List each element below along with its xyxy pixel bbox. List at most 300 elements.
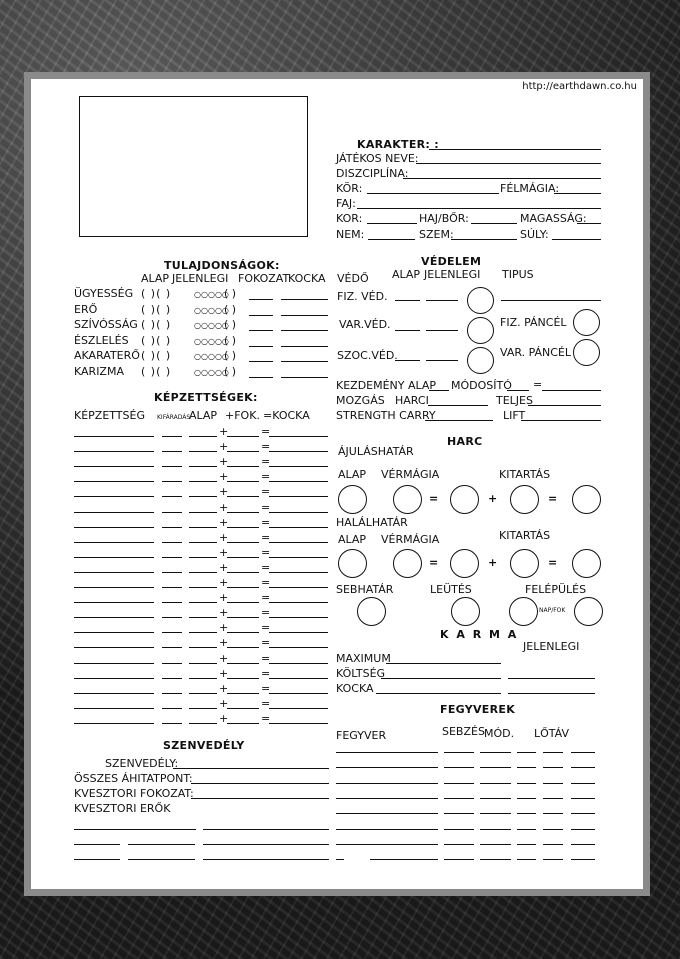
weapon-range-line-2[interactable] — [543, 844, 563, 845]
skill-strain-line[interactable] — [162, 542, 182, 543]
sex-label: NEM: — [336, 228, 365, 241]
attribute-step-bracket: ( ) — [224, 287, 237, 300]
knockdown-label: LEÜTÉS — [430, 583, 472, 596]
skill-die-line[interactable] — [269, 451, 328, 452]
weapon-damage-line[interactable] — [444, 798, 474, 799]
devotion-line[interactable] — [191, 783, 329, 784]
skill-die-line[interactable] — [269, 542, 328, 543]
weapon-range-line-3[interactable] — [571, 767, 595, 768]
unconscious-base-circle[interactable] — [338, 485, 367, 514]
weapon-mod-line[interactable] — [480, 767, 511, 768]
spell-defense-current[interactable] — [426, 330, 458, 331]
weapons-header-mod: MÓD. — [484, 727, 515, 740]
weapon-damage-line[interactable] — [444, 752, 474, 753]
weapon-range-line-3[interactable] — [571, 798, 595, 799]
death-base-circle[interactable] — [338, 549, 367, 578]
circle-line[interactable] — [367, 193, 499, 194]
skill-rank-line[interactable] — [227, 466, 259, 467]
skill-name-line[interactable] — [74, 678, 154, 679]
skill-strain-line[interactable] — [162, 678, 182, 679]
weapon-range-line-2[interactable] — [543, 798, 563, 799]
skill-eq: = — [261, 606, 271, 620]
eyes-line[interactable] — [451, 239, 517, 240]
skill-strain-line[interactable] — [162, 647, 182, 648]
defense-header-type: TIPUS — [502, 268, 534, 281]
attribute-die-line[interactable] — [281, 361, 328, 362]
social-defense-current[interactable] — [426, 360, 458, 361]
skills-header-base: ALAP — [189, 409, 218, 422]
questor-power-line[interactable] — [74, 844, 120, 845]
skill-strain-line[interactable] — [162, 466, 182, 467]
movement-combat-label: HARCI — [395, 394, 429, 407]
skill-name-line[interactable] — [74, 572, 154, 573]
skill-die-line[interactable] — [269, 512, 328, 513]
attribute-brackets: ( )( ) — [141, 333, 172, 347]
skill-base-line[interactable] — [189, 466, 217, 467]
skill-name-line[interactable] — [74, 617, 154, 618]
skill-base-line[interactable] — [189, 723, 217, 724]
weapon-name-line[interactable] — [336, 859, 344, 860]
skill-strain-line[interactable] — [162, 617, 182, 618]
weapon-range-line-2[interactable] — [543, 829, 563, 830]
attribute-step-line[interactable] — [249, 377, 273, 378]
race-line[interactable] — [357, 208, 601, 209]
physical-defense-current[interactable] — [426, 300, 458, 301]
skill-plus: + — [219, 440, 229, 454]
initiative-modifier-line[interactable] — [507, 390, 529, 391]
skill-die-line[interactable] — [269, 678, 328, 679]
age-line[interactable] — [367, 223, 417, 224]
skill-strain-line[interactable] — [162, 723, 182, 724]
skill-strain-line[interactable] — [162, 481, 182, 482]
questor-power-line[interactable] — [128, 844, 195, 845]
unconscious-label: ÁJULÁSHATÁR — [338, 445, 414, 458]
skill-base-line[interactable] — [189, 436, 217, 437]
height-line[interactable] — [577, 223, 601, 224]
questor-power-line[interactable] — [203, 829, 329, 830]
attribute-step-line[interactable] — [249, 315, 273, 316]
skill-plus: + — [219, 485, 229, 499]
skill-name-line[interactable] — [74, 647, 154, 648]
skill-die-line[interactable] — [269, 708, 328, 709]
portrait-box[interactable] — [79, 96, 308, 237]
social-defense-base[interactable] — [395, 360, 420, 361]
skill-base-line[interactable] — [189, 632, 217, 633]
attribute-step-line[interactable] — [249, 361, 273, 362]
skill-rank-line[interactable] — [227, 451, 259, 452]
skill-eq: = — [261, 425, 271, 438]
attribute-step-marks[interactable]: ○○○○○ — [194, 305, 229, 315]
attribute-label: SZÍVÓSSÁG — [74, 318, 138, 331]
skill-strain-line[interactable] — [162, 663, 182, 664]
skill-name-line[interactable] — [74, 512, 154, 513]
skill-name-line[interactable] — [74, 663, 154, 664]
skill-die-line[interactable] — [269, 572, 328, 573]
weapon-range-line-1[interactable] — [517, 829, 536, 830]
skill-rank-line[interactable] — [227, 436, 259, 437]
skill-name-line[interactable] — [74, 481, 154, 482]
skill-die-line[interactable] — [269, 481, 328, 482]
karma-die-line[interactable] — [376, 693, 501, 694]
skill-name-line[interactable] — [74, 527, 154, 528]
weapon-range-line-1[interactable] — [517, 752, 536, 753]
attribute-label: ERŐ — [74, 302, 98, 316]
unconscious-base-label: ALAP — [338, 468, 367, 481]
weapon-damage-line[interactable] — [444, 844, 474, 845]
skill-die-line[interactable] — [269, 617, 328, 618]
skill-base-line[interactable] — [189, 557, 217, 558]
armor-type-line[interactable] — [501, 300, 601, 301]
carry-label: STRENGTH CARRY — [336, 409, 436, 422]
skill-name-line[interactable] — [74, 542, 154, 543]
skill-base-line[interactable] — [189, 572, 217, 573]
weapon-name-line[interactable] — [370, 859, 438, 860]
attribute-step-line[interactable] — [249, 299, 273, 300]
weapon-range-line-3[interactable] — [571, 752, 595, 753]
skill-name-line[interactable] — [74, 451, 154, 452]
skill-eq: = — [261, 711, 271, 725]
death-durability-circle[interactable] — [510, 549, 539, 578]
mystic-armor-circle[interactable] — [573, 339, 600, 366]
carry-line[interactable] — [425, 420, 493, 421]
weapon-mod-line[interactable] — [480, 752, 511, 753]
skill-die-line[interactable] — [269, 587, 328, 588]
skill-plus: + — [219, 696, 229, 710]
skill-base-line[interactable] — [189, 587, 217, 588]
skill-die-line[interactable] — [269, 527, 328, 528]
skills-header-die: =KOCKA — [263, 409, 310, 422]
weapon-mod-line[interactable] — [480, 829, 511, 830]
skill-die-line[interactable] — [269, 723, 328, 724]
skill-name-line[interactable] — [74, 708, 154, 709]
karma-cost-line[interactable] — [381, 678, 501, 679]
skill-base-line[interactable] — [189, 647, 217, 648]
karma-die-label: KOCKA — [336, 682, 374, 695]
skill-die-line[interactable] — [269, 557, 328, 558]
skill-die-line[interactable] — [269, 693, 328, 694]
initiative-modifier-label: MÓDOSÍTÓ — [451, 379, 512, 392]
weapon-range-line-3[interactable] — [571, 859, 595, 860]
weapon-name-line[interactable] — [336, 752, 438, 753]
skill-rank-line[interactable] — [227, 557, 259, 558]
weapon-range-line-3[interactable] — [571, 829, 595, 830]
attribute-step-marks[interactable]: ○○○○○ — [194, 321, 229, 330]
unconscious-blood-circle[interactable] — [393, 485, 422, 514]
attribute-die-line[interactable] — [281, 330, 328, 331]
sex-line[interactable] — [368, 239, 415, 240]
skill-rank-line[interactable] — [227, 512, 259, 513]
attribute-label: ÜGYESSÉG — [74, 287, 134, 300]
attribute-die-line[interactable] — [281, 346, 328, 347]
movement-full-line[interactable] — [528, 405, 601, 406]
skill-rank-line[interactable] — [227, 542, 259, 543]
skill-strain-line[interactable] — [162, 451, 182, 452]
initiative-base-line[interactable] — [429, 390, 449, 391]
karma-maximum-label: MAXIMUM — [336, 652, 391, 665]
skill-strain-line[interactable] — [162, 587, 182, 588]
skill-rank-line[interactable] — [227, 617, 259, 618]
questor-rank-line[interactable] — [191, 798, 329, 799]
combat-title: HARC — [447, 435, 483, 448]
weapon-name-line[interactable] — [336, 813, 438, 814]
social-defense-label: SZOC.VÉD. — [337, 349, 398, 362]
skill-name-line[interactable] — [74, 436, 154, 437]
weapon-damage-line[interactable] — [444, 767, 474, 768]
skill-rank-line[interactable] — [227, 663, 259, 664]
skills-header-strain: KIFÁRADÁS — [157, 414, 191, 421]
unconscious-durability-circle[interactable] — [510, 485, 539, 514]
physical-defense-base[interactable] — [395, 300, 420, 301]
skill-plus: + — [219, 621, 229, 635]
discipline-line[interactable] — [403, 178, 601, 179]
questor-powers-label: KVESZTORI ERŐK — [74, 802, 171, 815]
weapon-name-line[interactable] — [336, 829, 438, 830]
attribute-step-bracket: ( ) — [224, 318, 237, 331]
height-label: MAGASSÁG: — [520, 212, 587, 225]
weapon-damage-line[interactable] — [444, 859, 474, 860]
skill-plus: + — [219, 651, 229, 665]
weapon-mod-line[interactable] — [480, 783, 511, 784]
skill-base-line[interactable] — [189, 451, 217, 452]
weapon-range-line-2[interactable] — [543, 752, 563, 753]
weapons-header-weapon: FEGYVER — [336, 729, 387, 742]
weapon-mod-line[interactable] — [480, 813, 511, 814]
skill-strain-line[interactable] — [162, 572, 182, 573]
questor-rank-label: KVESZTORI FOKOZAT: — [74, 787, 194, 800]
attribute-step-marks[interactable]: ○○○○○ — [194, 367, 229, 377]
skill-name-line[interactable] — [74, 632, 154, 633]
attribute-step-marks[interactable]: ○○○○○ — [194, 290, 229, 299]
skill-name-line[interactable] — [74, 693, 154, 694]
karma-current-line-1[interactable] — [508, 678, 595, 679]
skill-base-line[interactable] — [189, 708, 217, 709]
unconscious-total-circle[interactable] — [572, 485, 601, 514]
skill-eq: = — [261, 621, 271, 635]
weapons-header-range: LŐTÁV — [534, 727, 569, 740]
passion-title: SZENVEDÉLY — [163, 739, 245, 752]
attribute-step-bracket: ( ) — [224, 349, 237, 362]
circle-label: KÖR: — [336, 182, 363, 195]
weapon-damage-line[interactable] — [444, 829, 474, 830]
spell-defense-label: VAR.VÉD. — [339, 318, 391, 331]
skill-base-line[interactable] — [189, 693, 217, 694]
skill-strain-line[interactable] — [162, 693, 182, 694]
skill-rank-line[interactable] — [227, 481, 259, 482]
skill-plus: + — [219, 591, 229, 605]
skill-eq: = — [261, 576, 271, 589]
attribute-die-line[interactable] — [281, 377, 328, 378]
weapon-range-line-1[interactable] — [517, 844, 536, 845]
skill-strain-line[interactable] — [162, 527, 182, 528]
attribute-step-bracket: ( ) — [224, 302, 237, 316]
skill-eq: = — [261, 666, 271, 680]
attribute-step-marks[interactable]: ○○○○○ — [194, 336, 229, 346]
skill-eq: = — [261, 651, 271, 665]
initiative-total-line[interactable] — [542, 390, 601, 391]
knockdown-circle[interactable] — [451, 597, 480, 626]
skill-plus: + — [219, 636, 229, 650]
skill-die-line[interactable] — [269, 647, 328, 648]
skill-plus: + — [219, 560, 229, 574]
attribute-die-line[interactable] — [281, 315, 328, 316]
weapon-mod-line[interactable] — [480, 798, 511, 799]
skill-die-line[interactable] — [269, 602, 328, 603]
attr-header-die: KOCKA — [288, 272, 326, 285]
skill-plus: + — [219, 500, 229, 514]
questor-power-line[interactable] — [203, 844, 329, 845]
weapon-range-line-2[interactable] — [543, 859, 563, 860]
devotion-label: ÖSSZES ÁHITATPONT: — [74, 772, 193, 785]
recovery-rank-circle[interactable] — [574, 597, 603, 626]
initiative-eq: = — [533, 378, 543, 391]
weapon-range-line-3[interactable] — [571, 783, 595, 784]
attribute-label: ÉSZLELÉS — [74, 333, 129, 347]
skill-name-line[interactable] — [74, 602, 154, 603]
skill-base-line[interactable] — [189, 663, 217, 664]
attribute-step-line[interactable] — [249, 330, 273, 331]
skill-die-line[interactable] — [269, 466, 328, 467]
passion-line[interactable] — [173, 768, 329, 769]
karma-current-label: JELENLEGI — [523, 640, 580, 653]
death-total-circle[interactable] — [572, 549, 601, 578]
weapon-name-line[interactable] — [336, 798, 438, 799]
skill-rank-line[interactable] — [227, 678, 259, 679]
weapon-range-line-1[interactable] — [517, 813, 536, 814]
skill-rank-line[interactable] — [227, 708, 259, 709]
unconscious-sub-circle[interactable] — [450, 485, 479, 514]
death-sub-circle[interactable] — [450, 549, 479, 578]
skill-rank-line[interactable] — [227, 602, 259, 603]
skill-rank-line[interactable] — [227, 527, 259, 528]
weight-label: SÚLY: — [520, 228, 549, 241]
skill-rank-line[interactable] — [227, 587, 259, 588]
half-magic-line[interactable] — [554, 193, 601, 194]
skill-name-line[interactable] — [74, 587, 154, 588]
attribute-step-marks[interactable]: ○○○○○ — [194, 352, 229, 361]
attribute-brackets: ( )( ) — [141, 349, 172, 362]
skill-base-line[interactable] — [189, 602, 217, 603]
spell-defense-base[interactable] — [395, 330, 420, 331]
karma-maximum-line[interactable] — [386, 663, 501, 664]
recovery-circle[interactable] — [509, 597, 538, 626]
skill-base-line[interactable] — [189, 512, 217, 513]
skill-base-line[interactable] — [189, 678, 217, 679]
skill-name-line[interactable] — [74, 466, 154, 467]
weapon-name-line[interactable] — [336, 767, 438, 768]
skill-die-line[interactable] — [269, 436, 328, 437]
skill-rank-line[interactable] — [227, 723, 259, 724]
social-defense-circle[interactable] — [467, 347, 494, 374]
questor-power-line[interactable] — [74, 859, 120, 860]
skill-name-line[interactable] — [74, 496, 154, 497]
unconscious-blood-label: VÉRMÁGIA — [381, 468, 440, 481]
weapon-range-line-1[interactable] — [517, 767, 536, 768]
skill-rank-line[interactable] — [227, 572, 259, 573]
weapon-range-line-1[interactable] — [517, 783, 536, 784]
skill-base-line[interactable] — [189, 481, 217, 482]
skill-name-line[interactable] — [74, 723, 154, 724]
lift-line[interactable] — [521, 420, 601, 421]
wound-circle[interactable] — [357, 597, 386, 626]
skill-die-line[interactable] — [269, 496, 328, 497]
skill-strain-line[interactable] — [162, 557, 182, 558]
weapon-range-line-2[interactable] — [543, 783, 563, 784]
skill-strain-line[interactable] — [162, 436, 182, 437]
skill-rank-line[interactable] — [227, 693, 259, 694]
site-url[interactable]: http://earthdawn.co.hu — [522, 81, 637, 92]
attribute-step-line[interactable] — [249, 346, 273, 347]
skill-strain-line[interactable] — [162, 512, 182, 513]
weight-line[interactable] — [552, 239, 601, 240]
questor-power-line[interactable] — [203, 859, 329, 860]
skill-base-line[interactable] — [189, 542, 217, 543]
per-day-label: NAP/FOK — [539, 607, 566, 614]
skill-rank-line[interactable] — [227, 632, 259, 633]
movement-combat-line[interactable] — [428, 405, 488, 406]
attribute-brackets: ( )( ) — [141, 287, 172, 300]
weapon-range-line-3[interactable] — [571, 813, 595, 814]
skill-rank-line[interactable] — [227, 647, 259, 648]
physical-defense-circle[interactable] — [467, 287, 494, 314]
weapon-mod-line[interactable] — [480, 844, 511, 845]
weapon-range-line-1[interactable] — [517, 859, 536, 860]
skill-base-line[interactable] — [189, 527, 217, 528]
skill-strain-line[interactable] — [162, 708, 182, 709]
weapons-header-damage: SEBZÉS — [442, 725, 485, 738]
player-line[interactable] — [416, 163, 601, 164]
physical-armor-circle[interactable] — [573, 309, 600, 336]
weapon-damage-line[interactable] — [444, 813, 474, 814]
weapon-mod-line[interactable] — [480, 859, 511, 860]
hair-skin-line[interactable] — [471, 223, 517, 224]
skill-die-line[interactable] — [269, 632, 328, 633]
attribute-brackets: ( )( ) — [141, 302, 172, 316]
karma-current-line-2[interactable] — [508, 693, 595, 694]
weapon-range-line-2[interactable] — [543, 767, 563, 768]
skill-die-line[interactable] — [269, 663, 328, 664]
questor-power-line[interactable] — [74, 829, 196, 830]
attribute-die-line[interactable] — [281, 299, 328, 300]
death-blood-circle[interactable] — [393, 549, 422, 578]
skill-base-line[interactable] — [189, 617, 217, 618]
skill-strain-line[interactable] — [162, 632, 182, 633]
skill-eq: = — [261, 455, 271, 469]
weapon-damage-line[interactable] — [444, 783, 474, 784]
weapon-range-line-3[interactable] — [571, 844, 595, 845]
weapon-range-line-2[interactable] — [543, 813, 563, 814]
weapon-name-line[interactable] — [336, 844, 438, 845]
skill-strain-line[interactable] — [162, 602, 182, 603]
weapon-range-line-1[interactable] — [517, 798, 536, 799]
death-label: HALÁLHATÁR — [336, 516, 408, 529]
spell-defense-circle[interactable] — [467, 317, 494, 344]
skill-rank-line[interactable] — [227, 496, 259, 497]
unconscious-plus: + — [488, 492, 498, 505]
skill-base-line[interactable] — [189, 496, 217, 497]
weapon-name-line[interactable] — [336, 783, 438, 784]
skill-eq: = — [261, 515, 271, 529]
questor-power-line[interactable] — [128, 859, 195, 860]
attr-header-step: FOKOZAT — [238, 272, 290, 285]
skill-eq: = — [261, 560, 271, 574]
character-name-line[interactable] — [429, 149, 601, 150]
age-label: KOR: — [336, 212, 363, 225]
skill-name-line[interactable] — [74, 557, 154, 558]
skill-strain-line[interactable] — [162, 496, 182, 497]
skill-eq: = — [261, 696, 271, 710]
wound-label: SEBHATÁR — [336, 583, 394, 596]
defense-header-base: ALAP — [392, 268, 421, 281]
